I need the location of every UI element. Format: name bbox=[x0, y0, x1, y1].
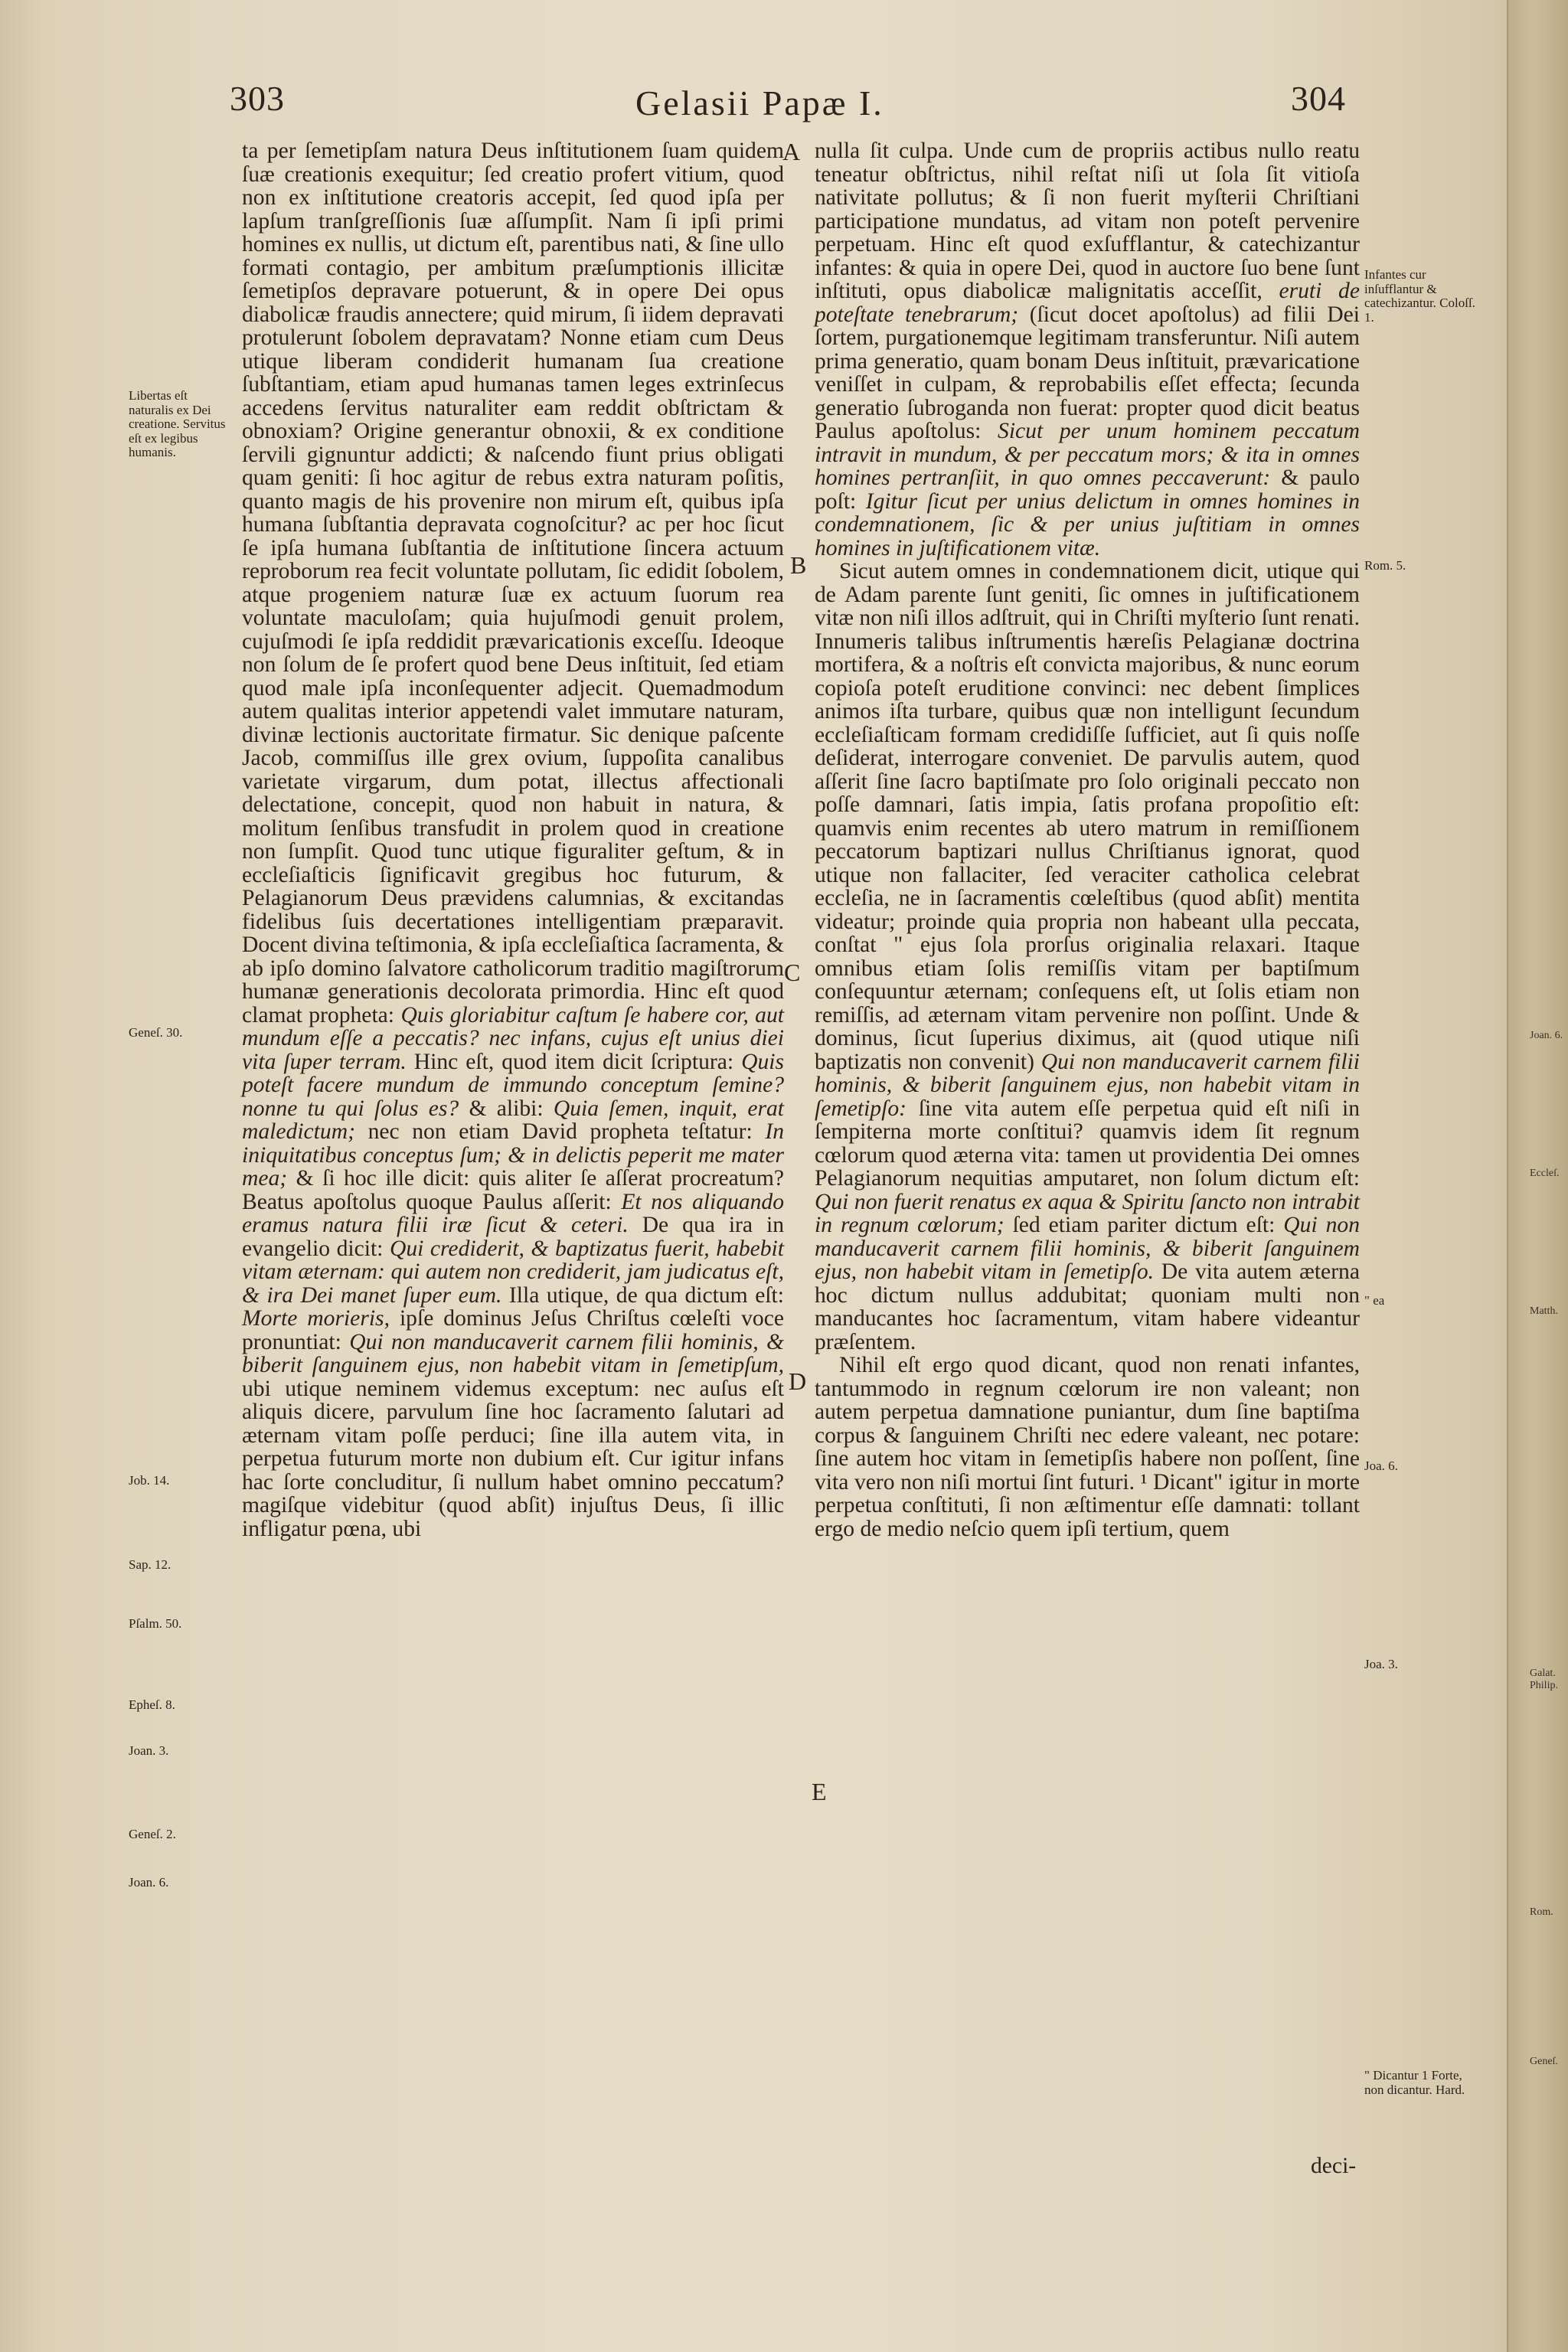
text-run: Illa utique, de qua dictum eſt: bbox=[508, 1282, 784, 1308]
section-marker-c: C bbox=[784, 959, 801, 986]
quotation: Qui non manducaverit carnem filii hominis, & biberit ſanguinem ejus, non habebit vitam in ſemetipſo: bbox=[815, 1049, 1360, 1121]
text-run: Nihil eſt ergo quod dicant, quod non renati infantes, tantummodo in regnum cœlorum ire non valeant; non autem perpetua damnatione puniantur, dum ſine baptiſma corpus & ſanguinem Chriſti nec edere valeant, nec potare: ſine autem hoc vitam in ſemetipſis habere non poſſent, ſine vita vero non niſi mortui ſint futuri. ¹ Dicant" igitur in morte perpetua conſtituti, ſi non æſtimentur eſſe damnati: tollant ergo de medio neſcio quem ipſi tertium, quem bbox=[815, 1353, 1360, 1541]
quotation: eruti de poteſtate tenebrarum; bbox=[815, 279, 1360, 327]
quotation: In iniquitatibus conceptus ſum; & in delictis peperit me mater mea; bbox=[242, 1119, 784, 1191]
paragraph bbox=[815, 139, 1360, 560]
edge-fragment: Geneſ. bbox=[1530, 2056, 1558, 2067]
text-run: De qua ira in evangelio dicit: bbox=[242, 1213, 784, 1261]
edge-fragment: Joan. 6. bbox=[1530, 1030, 1563, 1041]
quotation: Quia ſemen, inquit, erat maledictum; bbox=[242, 1096, 784, 1144]
margin-reference: Joa. 6. bbox=[1364, 1459, 1398, 1473]
quotation: Quis poteſt facere mundum de immundo conceptum ſemine? nonne tu qui ſolus es? bbox=[242, 1049, 784, 1121]
quotation: Qui non manducaverit carnem filii hominis, & biberit ſanguinem ejus, non habebit vitam in ſemetipſo. bbox=[815, 1213, 1361, 1284]
margin-reference: Joan. 3. bbox=[129, 1743, 169, 1758]
section-marker-d: D bbox=[789, 1367, 807, 1395]
margin-reference: Sap. 12. bbox=[129, 1557, 172, 1572]
quotation: Qui non manducaverit carnem filii hominis, & biberit ſanguinem ejus, non habebit vitam in ſemetipſum, bbox=[242, 1329, 784, 1377]
margin-reference: " ea bbox=[1364, 1293, 1385, 1308]
quotation: Quis gloriabitur caſtum ſe habere cor, aut mundum eſſe a peccatis? nec infans, cujus eſt unius diei vita ſuper terram. bbox=[242, 1002, 784, 1074]
paragraph bbox=[242, 139, 784, 1540]
margin-reference: Job. 14. bbox=[129, 1473, 170, 1488]
text-run: & paulo poſt: bbox=[815, 466, 1361, 514]
quotation: Morte morieris, bbox=[242, 1306, 390, 1331]
edge-fragment: Eccleſ. bbox=[1530, 1168, 1560, 1179]
section-marker-a: A bbox=[782, 138, 801, 165]
text-run: & ſi hoc ille dicit: quis aliter ſe aſſerat procreatum? Beatus apoſtolus quoque Paulus aſſerit: bbox=[242, 1166, 784, 1214]
quotation: Sicut per unum hominem peccatum intravit in mundum, & per peccatum mors; & ita in omnes homines pertranſiit, in quo omnes peccaverunt: bbox=[815, 419, 1361, 490]
paragraph bbox=[815, 1354, 1360, 1540]
section-marker-b: B bbox=[790, 551, 807, 579]
quotation: Et nos aliquando eramus natura filii iræ ſicut & ceteri. bbox=[242, 1189, 784, 1237]
text-run: ſed etiam pariter dictum eſt: bbox=[1012, 1213, 1276, 1237]
section-marker-e: E bbox=[812, 1778, 827, 1805]
margin-reference: Joan. 6. bbox=[129, 1875, 169, 1890]
text-run: nec non etiam David propheta teſtatur: bbox=[368, 1119, 753, 1144]
quotation: Igitur ſicut per unius delictum in omnes homines in condemnationem, ſic & per unius juſtitiam in omnes homines in juſtificationem vitæ. bbox=[815, 488, 1361, 560]
text-run: & alibi: bbox=[469, 1096, 544, 1121]
text-run: ta per ſemetipſam natura Deus inſtitutionem ſuam quidem ſuæ creationis exequitur; ſed creatio profert vitium, quod non ex inſtitutione creatoris accepit, ſed quod ipſa per lapſum tranſgreſſionis ſuæ aſſumpſit. Nam ſi ipſi primi homines ex nullis, ut dictum eſt, parentibus nati, & ſine ullo formati contagio, per ambitum præſumptionis illicitæ ſemetipſos depravare potuerunt, & in opere Dei opus diabolicæ fraudis annectere; quid mirum, ſi iidem depravati protulerunt ſobolem depravatam? Nonne etiam cum Deus utique liberam condiderit humanam ſua creatione ſubſtantiam, etiam apud humanas tamen leges extrinſecus accedens ſervitus naturaliter eam reddit obſtrictam & obnoxiam? Origine generantur obnoxii, & ex conditione ſervili gignuntur addicti; & naſcendo fiunt prius obligati quam geniti: ſi hoc agitur de rebus extra naturam poſitis, quanto magis de his provenire non mirum eſt, quibus ipſa humana ſubſtantia depravata cognoſcitur? ac per hoc ſicut ſe ipſa humana ſubſtantia de inſtitutione ſincera actuum reproborum rea fecit voluntate pollutam, ſic edidit ſobolem, atque progeniem naturæ ſuæ ex actuum ſuorum rea voluntate maculoſam; quia hujuſmodi genuit prolem, cujuſmodi ſe ipſa reddidit prævaricationis exceſſu. Ideoque non ſolum de ſe profert quod bene Deus inſtituit, ſed etiam quod male ipſa inconſequenter adjecit. Quemadmodum autem qualitas interior appetendi valet immutare naturam, divinæ lectionis auctoritate firmatur. Sic denique paſcente Jacob, commiſſus ille grex ovium, ſuppoſita canalibus varietate virgarum, dum potat, illectus affectionali delectatione, concepit, quod non habuit in natura, & molitum ſenſibus transfudit in prolem quod in creatione non ſumpſit. Quod tunc utique figuraliter geſtum, & in eccleſiaſticis ſignificavit gregibus hoc futurum, & Pelagianorum Deus prævidens calumnias, & excitandas fidelibus ſuis decertationes intelligentiam præparavit. Docent divina teſtimonia, & ipſa eccleſiaſtica ſacramenta, & ab ipſo domino ſalvatore catholicorum traditio magiſtrorum humanæ generationis decolorata primordia. Hinc eſt quod clamat propheta: bbox=[242, 139, 784, 1027]
margin-reference: Geneſ. 2. bbox=[129, 1827, 176, 1841]
page-number-right: 304 bbox=[1291, 79, 1346, 118]
text-run: De vita autem æterna hoc dictum nullus addubitat; quoniam multi non manducantes hoc ſacramentum, vitam habere videantur præſentem. bbox=[815, 1259, 1360, 1354]
text-run: ſine vita autem eſſe perpetua quid eſt niſi in ſempiterna morte conſtitui? quamvis idem ſit regnum cœlorum quod æterna vita: tamen ut providentia Dei omnes Pelagianorum nequitias amputaret, non ſolum dictum eſt: bbox=[815, 1096, 1360, 1191]
text-run: Sicut autem omnes in condemnationem dicit, utique qui de Adam parente ſunt geniti, ſic omnes in juſtificationem vitæ non niſi illos adſtruit, qui in Chriſti myſterio ſunt renati. Innumeris talibus inſtrumentis hæreſis Pelagianæ doctrina mortifera, & a noſtris eſt convicta majoribus, & nunc eorum copioſa poteſt eruditione convinci: nec debent ſimplices animos iſta turbare, quibus quæ non intelligunt ſecundum eccleſiaſticam formam credidiſſe ſufficiet, aut ſi quis noſſe deſiderat, interrogare conveniet. De parvulis autem, quod aſſerit ſine ſacro baptiſmate pro ſolo originali peccato non poſſe damnari, ſatis impia, ſatis profana propoſitio eſt: quamvis enim recentes ab utero matrum in remiſſionem peccatorum baptizari nullus Chriſtianus ignorat, quod utique non fallaciter, ſed veraciter catholica celebrat eccleſia, ne in ſacramentis cœleſtibus (quod abſit) mentita videatur; proinde quia propria non habeant ulla peccata, conſtat " ejus ſola prorſus originalia relaxari. Itaque omnibus etiam ſolis remiſſis vitam per baptiſmum conſequuntur æternam; conſequens eſt, ut ſolis etiam non remiſſis, ad æternam vitam pervenire non poſſint. Unde & dominus, ſicut ſuperius diximus, ait (quod utique niſi baptizatis non convenit) bbox=[815, 559, 1360, 1074]
paragraph bbox=[815, 560, 1360, 1354]
text-run: ipſe dominus Jeſus Chriſtus cœleſti voce pronuntiat: bbox=[242, 1306, 784, 1354]
margin-reference: Pſalm. 50. bbox=[129, 1616, 182, 1631]
catchword: deci- bbox=[1311, 2154, 1357, 2178]
margin-reference: Geneſ. 30. bbox=[129, 1025, 183, 1040]
text-run: ubi utique neminem videmus exceptum: nec auſus eſt aliquis dicere, parvulum ſine hoc ſacramento ſalutari ad æternam vitam poſſe perduci; ſine illa autem vita, in perpetua futurum morte non dubium eſt. Cur igitur infans hac ſorte concluditur, ſi nullum habet omnino peccatum? magiſque videbitur (quod abſit) injuſtus Deus, ſi illic infligatur pœna, ubi bbox=[242, 1376, 784, 1541]
margin-note: Infantes cur inſufflantur & catechizantur. Coloſſ. 1. bbox=[1364, 267, 1475, 325]
text-run: nulla ſit culpa. Unde cum de propriis actibus nullo reatu teneatur obſtrictus, nihil reſtat niſi ut ſola ſit vitioſa nativitate pollutus; & ſi non fuerit myſterii Chriſtiani participatione mundatus, ad vitam non poteſt pervenire perpetuam. Hinc eſt quod exſufflantur, & catechizantur infantes: & quia in opere Dei, quod in auctore ſuo bene ſunt inſtituti, opus diabolicæ malignitatis acceſſit, bbox=[815, 139, 1360, 303]
left-text-column bbox=[242, 139, 784, 1540]
running-title: Gelasii Papæ I. bbox=[635, 83, 884, 122]
text-run: (ſicut docet apoſtolus) ad filii Dei ſortem, purgationemque legitimam transferuntur. Niſi autem prima generatio, quam bonam Deus inſtituit, prævaricatione veniſſet in culpam, & reprobabilis eſſet effecta; ſecunda generatio ſubroganda non fuerat: propter quod dicit beatus Paulus apoſtolus: bbox=[815, 302, 1361, 443]
margin-reference: Epheſ. 8. bbox=[129, 1697, 175, 1712]
margin-note: Libertas eſt naturalis ex Dei creatione. Servitus eſt ex legibus humanis. bbox=[129, 388, 226, 459]
quotation: Qui crediderit, & baptizatus fuerit, habebit vitam æternam: qui autem non crediderit, jam judicatus eſt, & ira Dei manet ſuper eum. bbox=[242, 1236, 784, 1308]
edge-fragment: Matth. bbox=[1530, 1305, 1558, 1317]
margin-reference: Rom. 5. bbox=[1364, 558, 1406, 573]
text-run: Hinc eſt, quod item dicit ſcriptura: bbox=[413, 1049, 734, 1074]
edge-fragment: Galat. Philip. bbox=[1530, 1668, 1558, 1691]
margin-note: " Dicantur 1 Forte, non dicantur. Hard. bbox=[1364, 2068, 1465, 2097]
margin-reference: Joa. 3. bbox=[1364, 1657, 1398, 1671]
edge-fragment: Rom. bbox=[1530, 1906, 1553, 1918]
page-number-left: 303 bbox=[230, 79, 285, 118]
quotation: Qui non fuerit renatus ex aqua & Spiritu ſancto non intrabit in regnum cœlorum; bbox=[815, 1189, 1360, 1237]
right-text-column bbox=[815, 139, 1360, 1540]
